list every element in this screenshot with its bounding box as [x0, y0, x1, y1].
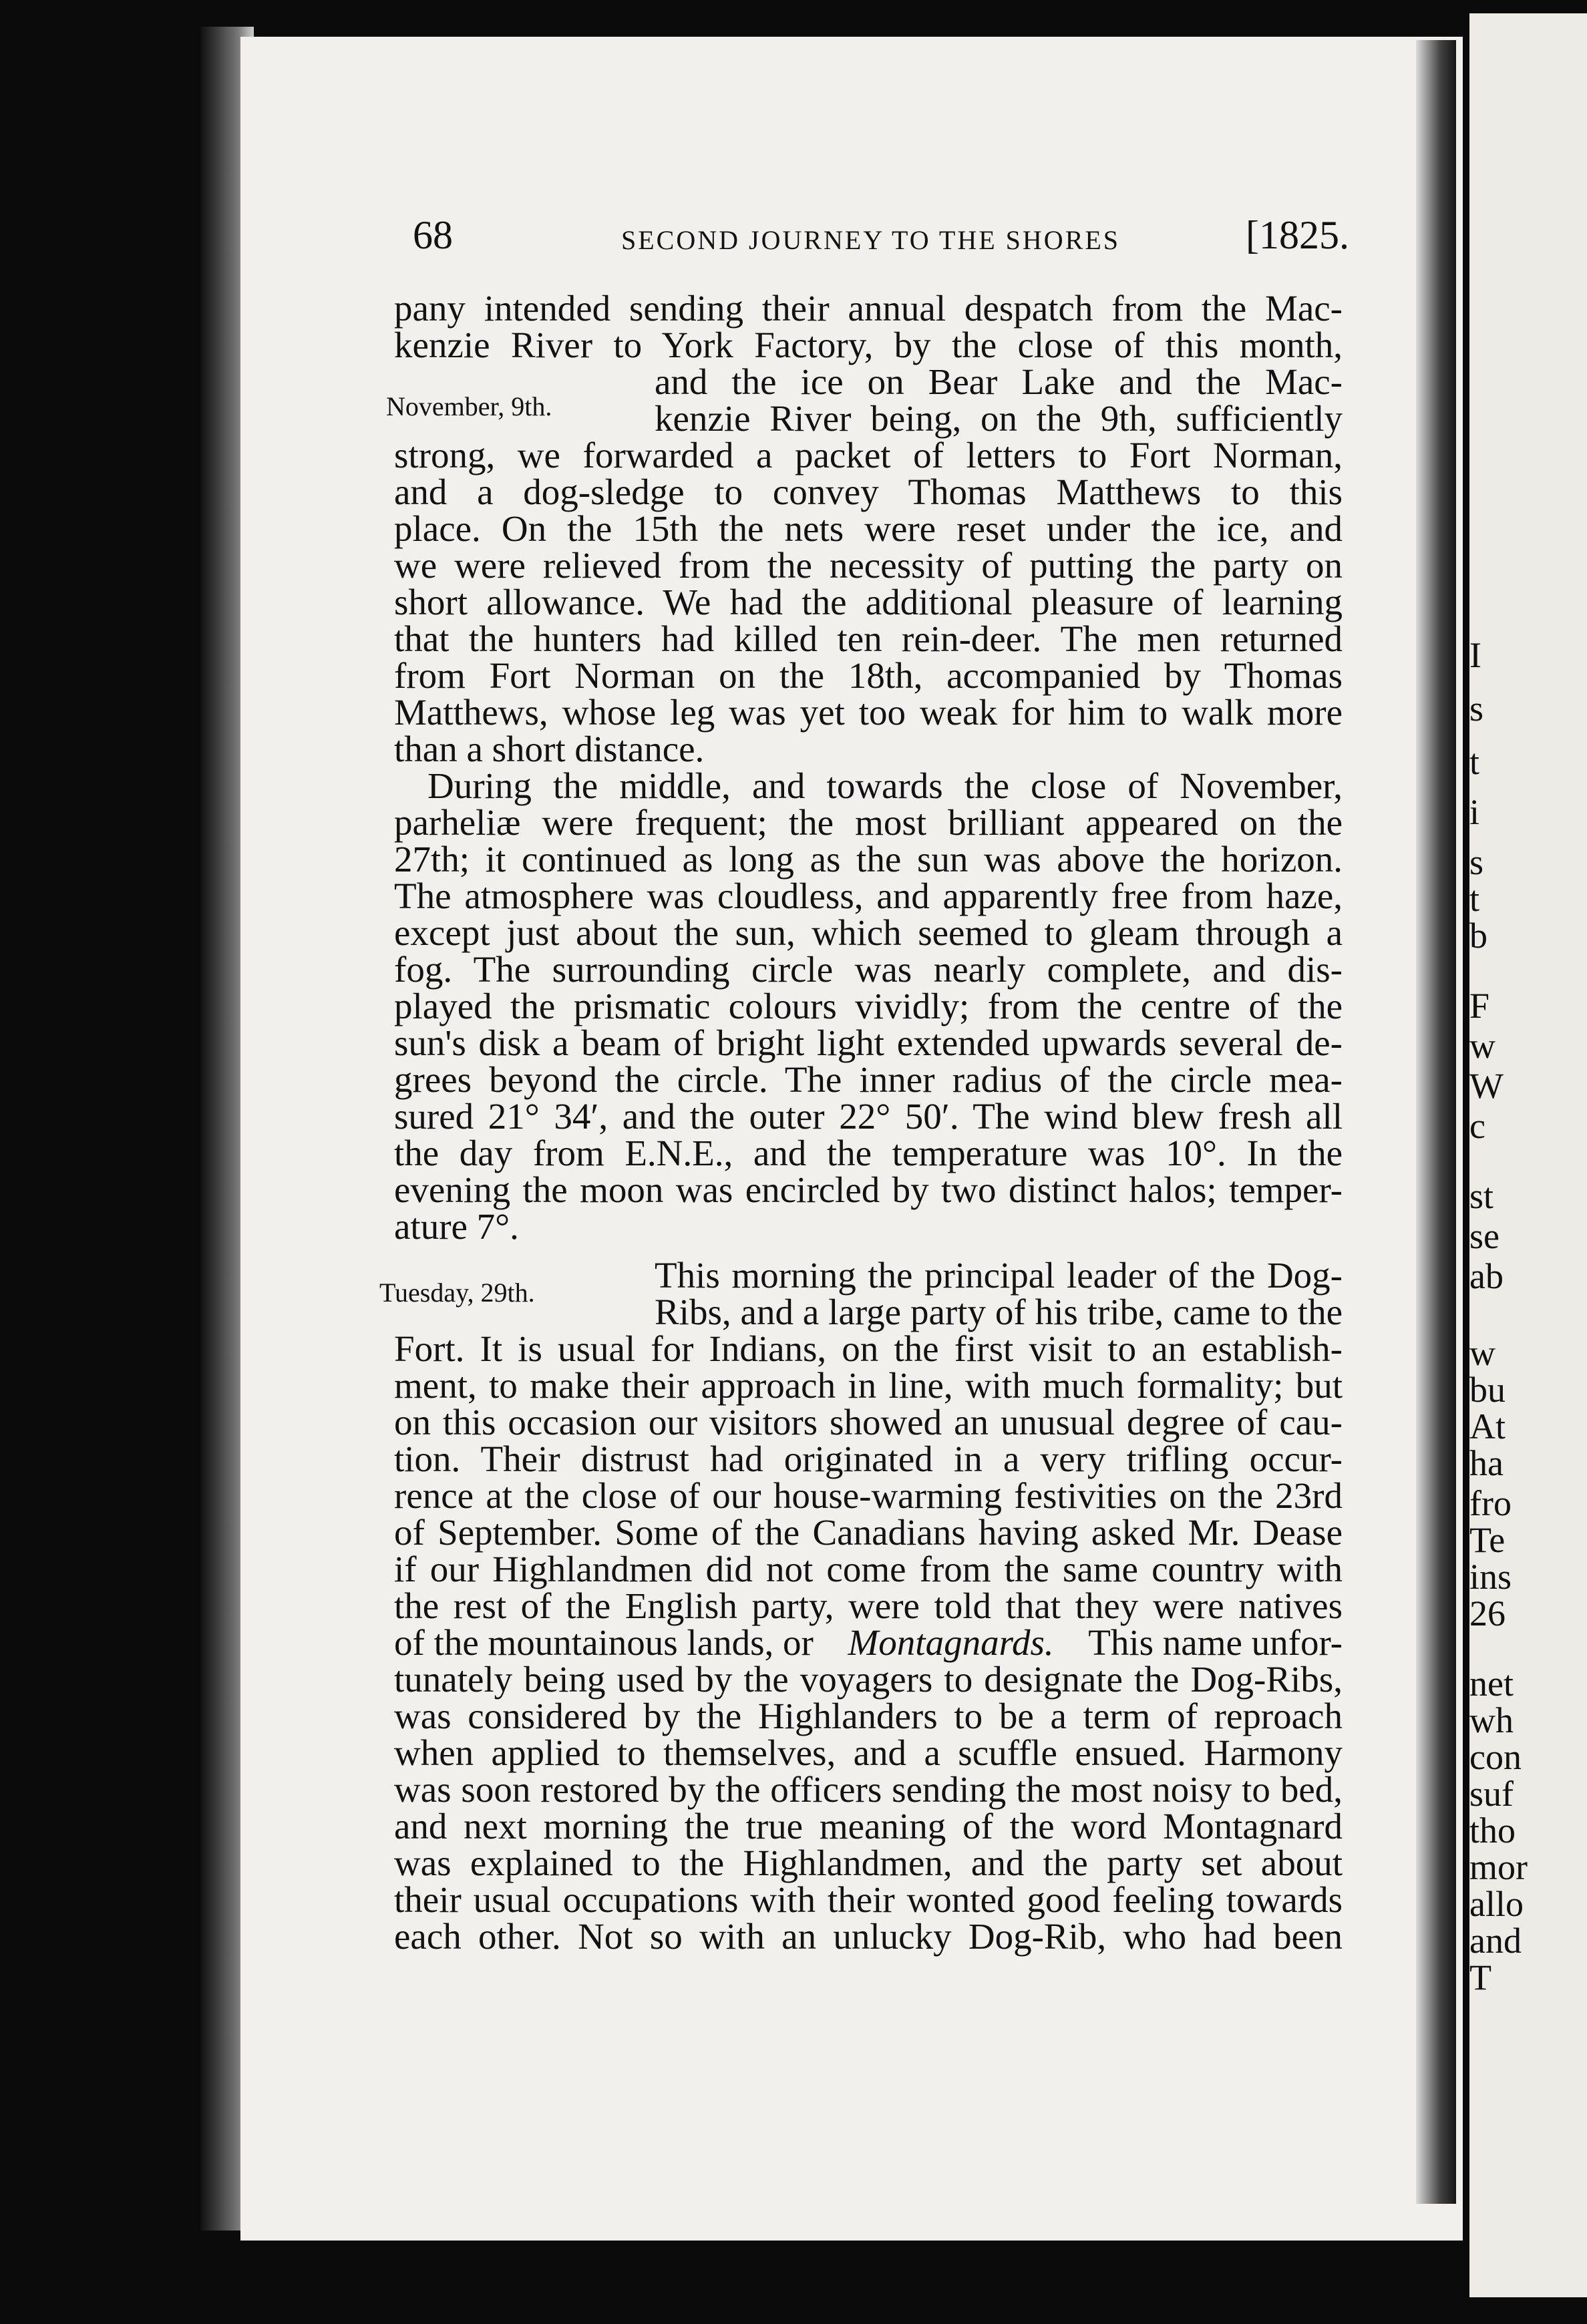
- facing-page-fragment: w: [1469, 1333, 1495, 1373]
- text-line: if our Highlandmen did not come from the same country with: [394, 1549, 1343, 1589]
- text-line: their usual occupations with their wonted good feeling towards: [394, 1879, 1343, 1920]
- facing-page-fragment: st: [1469, 1176, 1494, 1216]
- facing-page-edge: [1469, 13, 1587, 2297]
- margin-date-november: November, 9th.: [386, 391, 552, 421]
- page-number: 68: [413, 213, 453, 257]
- text-line: tunately being used by the voyagers to designate the Dog-Ribs,: [394, 1659, 1343, 1700]
- text-line: the rest of the English party, were told that they were natives: [394, 1585, 1343, 1626]
- year-mark: [1825.: [1246, 213, 1349, 257]
- facing-page-fragment: net: [1469, 1664, 1514, 1704]
- text-line: was explained to the Highlandmen, and the party set about: [394, 1843, 1343, 1883]
- text-line: Fort. It is usual for Indians, on the first visit to an establish-: [394, 1328, 1343, 1369]
- facing-page-fragment: fro: [1469, 1483, 1512, 1523]
- text-line: and a dog-sledge to convey Thomas Matthews to this: [394, 471, 1343, 512]
- facing-page-fragment: tho: [1469, 1810, 1516, 1851]
- text-line: short allowance. We had the additional pleasure of learning: [394, 582, 1343, 622]
- text-line: place. On the 15th the nets were reset under the ice, and: [394, 508, 1343, 549]
- facing-page-fragment: ab: [1469, 1256, 1504, 1296]
- facing-page-fragment: I: [1469, 635, 1481, 675]
- facing-page-fragment: 26: [1469, 1593, 1506, 1633]
- facing-page-fragment: and: [1469, 1921, 1522, 1961]
- facing-page-fragment: mor: [1469, 1847, 1528, 1887]
- text-line: and the ice on Bear Lake and the Mac-: [655, 361, 1343, 402]
- facing-page-fragment: bu: [1469, 1370, 1506, 1410]
- running-header: [401, 212, 1349, 266]
- text-line: pany intended sending their annual despatch from the Mac-: [394, 288, 1343, 329]
- facing-page-fragment: con: [1469, 1737, 1522, 1777]
- text-line: of September. Some of the Canadians having asked Mr. Dease: [394, 1512, 1343, 1553]
- text-line: strong, we forwarded a packet of letters to Fort Norman,: [394, 435, 1343, 475]
- book-gutter-right: [1416, 40, 1456, 2204]
- text-line: the day from E.N.E., and the temperature was 10°. In the: [394, 1133, 1343, 1173]
- text-line: parheliæ were frequent; the most brilliant appeared on the: [394, 802, 1343, 843]
- facing-page-fragment: s: [1469, 842, 1484, 882]
- text-line: was considered by the Highlanders to be a term of reproach: [394, 1696, 1343, 1736]
- facing-page-fragment: Te: [1469, 1520, 1506, 1560]
- facing-page-fragment: b: [1469, 916, 1487, 956]
- text-line: each other. Not so with an unlucky Dog-Rib, who had been: [394, 1916, 1343, 1957]
- text-line: tion. Their distrust had originated in a very trifling occur-: [394, 1438, 1343, 1479]
- italic-term: Montagnards.: [848, 1622, 1054, 1663]
- text-line: than a short distance.: [394, 729, 705, 769]
- text-line: This morning the principal leader of the Dog-: [655, 1255, 1343, 1296]
- facing-page-fragment: T: [1469, 1957, 1491, 1997]
- text-line: [394, 1623, 1343, 1663]
- facing-page-fragment: wh: [1469, 1700, 1514, 1740]
- facing-page-fragment: suf: [1469, 1774, 1514, 1814]
- text-line: we were relieved from the necessity of putting the party on: [394, 545, 1343, 586]
- text-line: ment, to make their approach in line, with much formality; but: [394, 1365, 1343, 1406]
- text-line: Ribs, and a large party of his tribe, came to the: [655, 1292, 1343, 1332]
- facing-page-fragment: At: [1469, 1406, 1506, 1446]
- text-line: kenzie River to York Factory, by the close of this month,: [394, 325, 1343, 365]
- facing-page-fragment: t: [1469, 742, 1480, 782]
- facing-page-fragment: W: [1469, 1066, 1504, 1106]
- text-line: sun's disk a beam of bright light extended upwards several de-: [394, 1022, 1343, 1063]
- running-head-title: SECOND JOURNEY TO THE SHORES: [621, 225, 1121, 255]
- text-line: 27th; it continued as long as the sun was above the horizon.: [394, 839, 1343, 880]
- text-line: Matthews, whose leg was yet too weak for him to walk more: [394, 692, 1343, 733]
- text-line: and next morning the true meaning of the word Montagnard: [394, 1806, 1343, 1847]
- facing-page-fragment: i: [1469, 792, 1480, 832]
- text-line: that the hunters had killed ten rein-deer. The men returned: [394, 618, 1343, 659]
- facing-page-fragment: t: [1469, 879, 1480, 919]
- text-line: rence at the close of our house-warming festivities on the 23rd: [394, 1475, 1343, 1516]
- facing-page-fragment: F: [1469, 986, 1490, 1026]
- text-line: played the prismatic colours vividly; from the centre of the: [394, 986, 1343, 1026]
- text-line: except just about the sun, which seemed to gleam through a: [394, 912, 1343, 953]
- margin-date-tuesday: Tuesday, 29th.: [379, 1278, 535, 1308]
- text-line: sured 21° 34′, and the outer 22° 50′. The wind blew fresh all: [394, 1096, 1343, 1137]
- facing-page-fragment: s: [1469, 689, 1484, 729]
- text-line: when applied to themselves, and a scuffle ensued. Harmony: [394, 1732, 1343, 1773]
- facing-page-fragment: ha: [1469, 1443, 1504, 1483]
- facing-page-fragment: ins: [1469, 1557, 1512, 1597]
- text-span: This name unfor-: [1088, 1622, 1343, 1663]
- text-line: ature 7°.: [394, 1206, 519, 1247]
- facing-page-fragment: w: [1469, 1026, 1495, 1066]
- text-line: on this occasion our visitors showed an unusual degree of cau-: [394, 1402, 1343, 1442]
- facing-page-fragment: allo: [1469, 1884, 1524, 1924]
- text-line: During the middle, and towards the close of November,: [427, 765, 1343, 806]
- text-line: from Fort Norman on the 18th, accompanied by Thomas: [394, 655, 1343, 696]
- text-line: kenzie River being, on the 9th, sufficiently: [655, 398, 1343, 439]
- text-line: evening the moon was encircled by two distinct halos; temper-: [394, 1169, 1343, 1210]
- text-span: of the mountainous lands, or: [394, 1622, 814, 1663]
- text-line: fog. The surrounding circle was nearly complete, and dis-: [394, 949, 1343, 990]
- text-line: was soon restored by the officers sending the most noisy to bed,: [394, 1769, 1343, 1810]
- facing-page-fragment: se: [1469, 1216, 1500, 1256]
- text-line: The atmosphere was cloudless, and apparently free from haze,: [394, 876, 1343, 916]
- text-line: grees beyond the circle. The inner radius of the circle mea-: [394, 1059, 1343, 1100]
- facing-page-fragment: c: [1469, 1106, 1485, 1146]
